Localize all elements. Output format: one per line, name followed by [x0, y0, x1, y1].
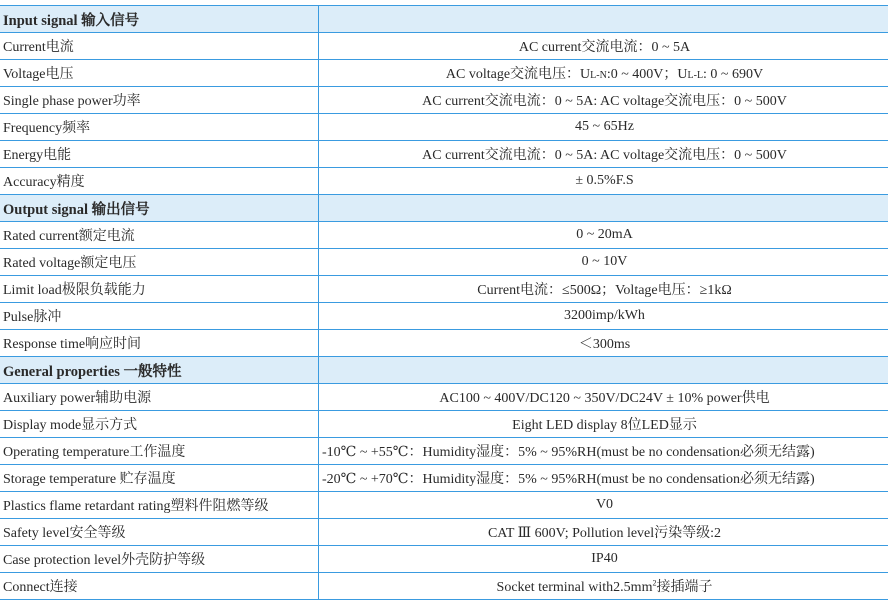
table-row: [0, 303, 888, 330]
table-row: [0, 438, 888, 465]
row-label: Storage temperature 贮存温度: [0, 465, 319, 492]
row-label: Rated current额定电流: [0, 222, 319, 249]
row-value: AC current交流电流：0 ~ 5A: AC voltage交流电压：0 ~ 500V: [319, 87, 888, 114]
row-label: Rated voltage额定电压: [0, 249, 319, 276]
table-row: [0, 141, 888, 168]
table-row: [0, 573, 888, 600]
row-value: AC current交流电流：0 ~ 5A: AC voltage交流电压：0 ~ 500V: [319, 141, 888, 168]
row-value: -10℃ ~ +55℃：Humidity湿度：5% ~ 95%RH(must be no condensation必须无结露): [319, 438, 888, 465]
row-label: Frequency频率: [0, 114, 319, 141]
row-label: Operating temperature工作温度: [0, 438, 319, 465]
row-value: AC voltage交流电压：UL-N:0 ~ 400V；UL-L: 0 ~ 690V: [319, 60, 888, 87]
row-value: Socket terminal $with2.5mm^2$接插端子: [319, 573, 888, 600]
table-row: [0, 33, 888, 60]
table-row: [0, 114, 888, 141]
table-row: [0, 168, 888, 195]
row-label: Limit load极限负载能力: [0, 276, 319, 303]
row-label: Auxiliary power辅助电源: [0, 384, 319, 411]
section-title: Input signal 输入信号: [0, 6, 319, 33]
row-value: AC current交流电流：0 ~ 5A: [319, 33, 888, 60]
row-value: ＜300ms: [319, 330, 888, 357]
row-value: 3200imp/kWh: [319, 303, 888, 330]
row-value: 45 ~ 65Hz: [319, 114, 888, 141]
table-row: [0, 87, 888, 114]
section-header-output: [0, 195, 888, 222]
row-label: Current电流: [0, 33, 319, 60]
row-label: Energy电能: [0, 141, 319, 168]
row-value: -20℃ ~ +70℃：Humidity湿度：5% ~ 95%RH(must be no condensation必须无结露): [319, 465, 888, 492]
table-row: [0, 465, 888, 492]
row-value: IP40: [319, 546, 888, 573]
row-value: Eight LED display 8位LED显示: [319, 411, 888, 438]
specifications-table: [0, 5, 888, 600]
table-row: [0, 222, 888, 249]
row-label: Connect连接: [0, 573, 319, 600]
table-row: [0, 384, 888, 411]
row-label: Display mode显示方式: [0, 411, 319, 438]
row-value: AC100 ~ 400V/DC120 ~ 350V/DC24V ± 10% power供电: [319, 384, 888, 411]
row-label: Accuracy精度: [0, 168, 319, 195]
section-header-general: [0, 357, 888, 384]
table-row: [0, 276, 888, 303]
table-row: [0, 546, 888, 573]
row-value: CAT Ⅲ 600V; Pollution level污染等级:2: [319, 519, 888, 546]
table-row: [0, 330, 888, 357]
section-title: General properties 一般特性: [0, 357, 319, 384]
table-row: [0, 249, 888, 276]
table-row: [0, 519, 888, 546]
row-value: Current电流：≤500Ω；Voltage电压：≥1kΩ: [319, 276, 888, 303]
row-label: Single phase power功率: [0, 87, 319, 114]
row-value: ± 0.5%F.S: [319, 168, 888, 195]
row-label: Plastics flame retardant rating塑料件阻燃等级: [0, 492, 319, 519]
row-value: 0 ~ 20mA: [319, 222, 888, 249]
table-row: [0, 60, 888, 87]
table-row: [0, 411, 888, 438]
row-label: Case protection level外壳防护等级: [0, 546, 319, 573]
row-label: Voltage电压: [0, 60, 319, 87]
row-label: Safety level安全等级: [0, 519, 319, 546]
row-label: Pulse脉冲: [0, 303, 319, 330]
table-row: [0, 492, 888, 519]
section-header-input: [0, 6, 888, 33]
section-title: Output signal 输出信号: [0, 195, 319, 222]
row-value: 0 ~ 10V: [319, 249, 888, 276]
row-value: V0: [319, 492, 888, 519]
row-label: Response time响应时间: [0, 330, 319, 357]
